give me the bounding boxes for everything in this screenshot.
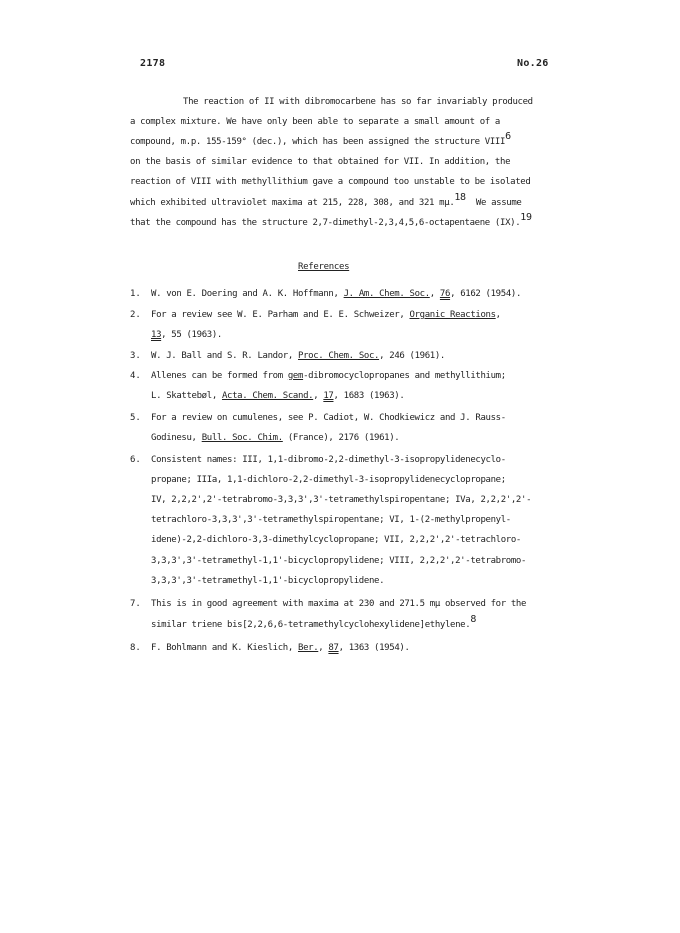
reference-7-line: This is in good agreement with maxima at 230 and 271.5 mμ observed for the: [151, 599, 527, 609]
ref-number: 5.: [130, 413, 141, 423]
ref-number: 3.: [130, 351, 141, 361]
footnote-marker: 6: [505, 131, 511, 142]
reference-8: F. Bohlmann and K. Kieslich, Ber., 87, 1363 (1954).: [151, 643, 410, 653]
reference-6-line: Consistent names: III, 1,1-dibromo-2,2-dimethyl-3-isopropylidenecyclo-: [151, 455, 506, 465]
reference-3: W. J. Ball and S. R. Landor, Proc. Chem. Soc., 246 (1961).: [151, 351, 445, 361]
reference-6-line: tetrachloro-3,3,3',3'-tetramethylspiropentane; VI, 1-(2-methylpropenyl-: [151, 515, 511, 525]
body-line-5: reaction of VIII with methyllithium gave a compound too unstable to be isolated: [130, 177, 531, 187]
reference-1: W. von E. Doering and A. K. Hoffmann, J. Am. Chem. Soc., 76, 6162 (1954).: [151, 289, 522, 299]
reference-6-line: 3,3,3',3'-tetramethyl-1,1'-bicyclopropylidene; VIII, 2,2,2',2'-tetrabromo-: [151, 556, 527, 566]
reference-6-line: 3,3,3',3'-tetramethyl-1,1'-bicyclopropylidene.: [151, 576, 385, 586]
ref-number: 7.: [130, 599, 141, 609]
reference-4: Allenes can be formed from gem-dibromocyclopropanes and methyllithium;: [151, 371, 506, 381]
ref-number: 1.: [130, 289, 141, 299]
body-line-3: compound, m.p. 155-159° (dec.), which has been assigned the structure VIII$^6$: [130, 131, 511, 147]
reference-2-cont: 13, 55 (1963).: [151, 330, 222, 340]
body-line-2: a complex mixture. We have only been able to separate a small amount of a: [130, 117, 500, 127]
page-number: 2178: [140, 58, 166, 69]
reference-6-line: IV, 2,2,2',2'-tetrabromo-3,3,3',3'-tetramethylspiropentane; IVa, 2,2,2',2'-: [151, 495, 532, 505]
references-heading: References: [298, 262, 350, 272]
body-line-6: which exhibited ultraviolet maxima at 215, 228, 308, and 321 mμ.$^{18}$ We assume: [130, 192, 522, 208]
reference-5: For a review on cumulenes, see P. Cadiot, W. Chodkiewicz and J. Rauss-: [151, 413, 506, 423]
body-line-7: that the compound has the structure 2,7-dimethyl-2,3,4,5,6-octapentaene (IX).$^{19}$: [130, 212, 532, 228]
ref-number: 8.: [130, 643, 141, 653]
footnote-marker: 19: [520, 212, 532, 223]
reference-7-line: similar triene bis[2,2,6,6-tetramethylcyclohexylidene]ethylene.$^8$: [151, 614, 476, 630]
reference-4-cont: L. Skattebøl, Acta. Chem. Scand., 17, 1683 (1963).: [151, 391, 405, 401]
footnote-marker: 18: [454, 192, 466, 203]
issue-number: No.26: [517, 58, 549, 69]
body-line-4: on the basis of similar evidence to that obtained for VII. In addition, the: [130, 157, 511, 167]
reference-6-line: idene)-2,2-dichloro-3,3-dimethylcyclopropane; VII, 2,2,2',2'-tetrachloro-: [151, 535, 521, 545]
footnote-marker: 8: [470, 614, 476, 625]
ref-number: 6.: [130, 455, 141, 465]
body-line-1: The reaction of II with dibromocarbene has so far invariably produced: [183, 97, 533, 107]
reference-2: For a review see W. E. Parham and E. E. Schweizer, Organic Reactions,: [151, 310, 501, 320]
reference-5-cont: Godinesu, Bull. Soc. Chim. (France), 2176 (1961).: [151, 433, 400, 443]
reference-6-line: propane; IIIa, 1,1-dichloro-2,2-dimethyl-3-isopropylidenecyclopropane;: [151, 475, 506, 485]
ref-number: 2.: [130, 310, 141, 320]
ref-number: 4.: [130, 371, 141, 381]
